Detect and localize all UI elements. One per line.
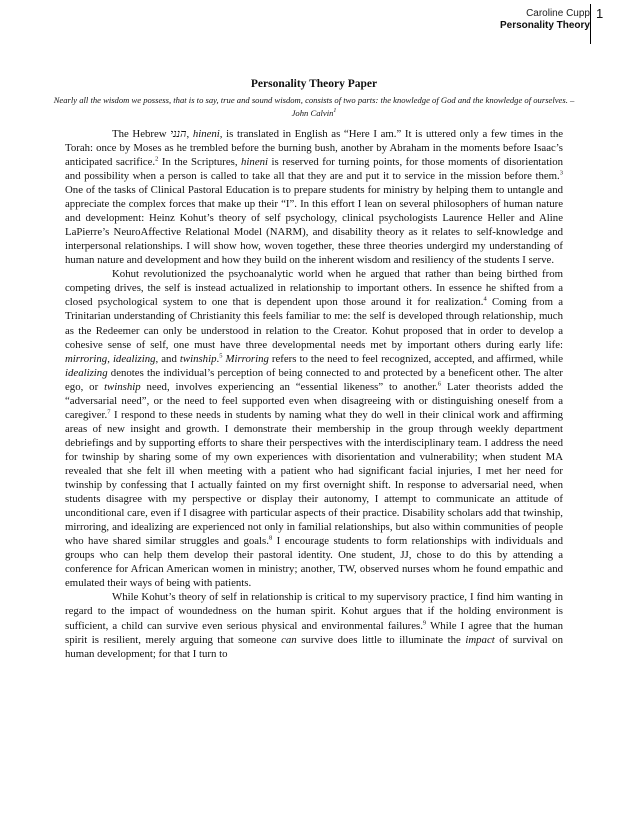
text-run: need, involves experiencing an “essential likeness” to another. (140, 380, 438, 393)
paper-title: Personality Theory Paper (250, 78, 378, 90)
text-run: I encourage students to form relationships with individuals and groups who can help them develop their pastoral identity. One student, JJ, chose to do this by attending a conference for African American women in ministry; another, TW, observed nurses whom he found empathic and emulated their ways of being with patients. (65, 535, 563, 590)
running-header (500, 8, 590, 32)
text-run: , (107, 352, 113, 365)
paragraphs (65, 127, 563, 661)
footnote-ref: 6 (437, 380, 442, 388)
paper-body (53, 78, 575, 661)
text-run: The Hebrew (112, 127, 171, 140)
header-running-title: Personality Theory (499, 20, 590, 31)
italic-text: can (281, 633, 297, 646)
epigraph (53, 95, 575, 119)
text-run: While Kohut’s theory of self in relationship is critical to my supervisory practice, I find him wanting in regard to the impact of woundedness on the human spirit. Kohut argues that if the holding environment is sufficient, a child can survive even serious physical and environmental failures. (65, 591, 563, 632)
text-run: Kohut revolutionized the psychoanalytic world when he argued that rather than being birthed from competing drives, the self is instead actualized in relationship to important others. In essence he shifted from a closed psychological system to one that is dependent upon those around it for realization. (65, 268, 563, 309)
text-run: In the Scriptures, (158, 155, 242, 168)
footnote-ref: 1 (333, 108, 337, 114)
header-author: Caroline Cupp (526, 8, 590, 19)
text-run: Coming from a Trinitarian understanding of Christianity this feels familiar to me: the self is developed through relationship, much as the Redeemer can only be understood in relation to the Creator. Kohut proposed that in order to develop a cohesive sense of self, one must have three developmental needs met by important others during early life: (65, 296, 563, 351)
text-run: denotes the individual’s perception of being connected to and protected by a beneficent other. The alter ego, or (65, 366, 563, 393)
body-paragraph (65, 590, 563, 660)
italic-text: idealizing (65, 366, 108, 379)
body-paragraph (65, 127, 563, 267)
italic-text: impact (465, 633, 495, 646)
footnote-ref: 2 (155, 155, 159, 163)
text-run: I respond to these needs in students by naming what they do well in their clinical work and affirming areas of new insight and growth. I demonstrate their membership in the group through weekly department debriefings and by supporting efforts to share their perspectives with the interdisciplinary team. I address the need for twinship by sharing some of my own experiences with disorientation and vulnerability; when student MA revealed that she felt ill when meeting with a patient who had significant facial injuries, I met her need for twinship by confessing that I actually fainted on my first overnight shift. In response to adversarial need, when students disagree with my perspective or display their autonomy, I attempt to communicate an attitude of unconditional care, even if I disagree with particular aspects of their practice. Disability scholars add that twinship, mirroring, and idealizing are experienced not only in familial relationships, but also within communities of people who have shared similar struggles and goals. (65, 408, 563, 548)
text-run: , and (155, 352, 180, 365)
italic-text: הנני (170, 127, 187, 140)
text-run: While I agree that the human spirit is resilient, merely arguing that someone (65, 619, 563, 646)
text-run: Later theorists added the “adversarial need”, or the need to feel supported even when disagreeing with or distinguishing oneself from a caregiver. (65, 380, 563, 421)
footnote-ref: 5 (219, 352, 223, 360)
footnote-ref: 9 (422, 618, 427, 626)
text-run: is translated in English as “Here I am.” It is uttered only a few times in the Torah: once by Moses as he trembled before the burning bush, another by Abraham in the moments before Isaac’s anticipated sacrifice. (65, 127, 564, 168)
footnote-ref: 8 (268, 534, 273, 542)
text-run: of survival on human development; for that I turn to (65, 633, 563, 660)
text-run: . (216, 352, 220, 365)
epigraph-text: Nearly all the wisdom we possess, that is to say, true and sound wisdom, consists of two parts: the knowledge of God and the knowledge of ourselves. – John Calvin (53, 95, 575, 118)
italic-text: idealizing (112, 352, 156, 365)
text-run: , (186, 127, 193, 140)
body-paragraph (65, 267, 563, 590)
italic-text: hineni, (192, 127, 223, 140)
italic-text: twinship (104, 380, 141, 393)
page-number: 1 (596, 6, 604, 21)
italic-text: Mirroring (225, 352, 269, 365)
text-run: survive does little to illuminate the (296, 633, 466, 646)
footnote-ref: 3 (559, 169, 563, 177)
italic-text: hineni (241, 155, 269, 168)
text-run: is reserved for turning points, for those moments of disorientation and possibility when a person is called to take all that they are and put it to service in the mission before them. (65, 155, 563, 182)
text-run: One of the tasks of Clinical Pastoral Education is to prepare students for ministry by helping them to untangle and appreciate the complex forces that make up their “I”. In this effort I lean on several philosophers of human nature and development: Heinz Kohut’s theory of self psychology, clinical psychologists Laurence Heller and Aline LaPierre’s NeuroAffective Relational Model (NARM), and disability theory as it relates to self-knowledge and interpersonal relationships. I will show how, woven together, these three theories undergird my understanding of human nature and development and how they build on the inherent wisdom and resiliency of the students I serve. (65, 184, 563, 267)
footnote-ref: 4 (483, 295, 487, 303)
footnote-ref: 7 (107, 408, 111, 416)
header-divider-line (590, 4, 591, 44)
text-run: refers to the need to feel recognized, accepted, and affirmed, while (268, 352, 564, 365)
italic-text: twinship (179, 352, 217, 365)
italic-text: mirroring (65, 352, 108, 365)
